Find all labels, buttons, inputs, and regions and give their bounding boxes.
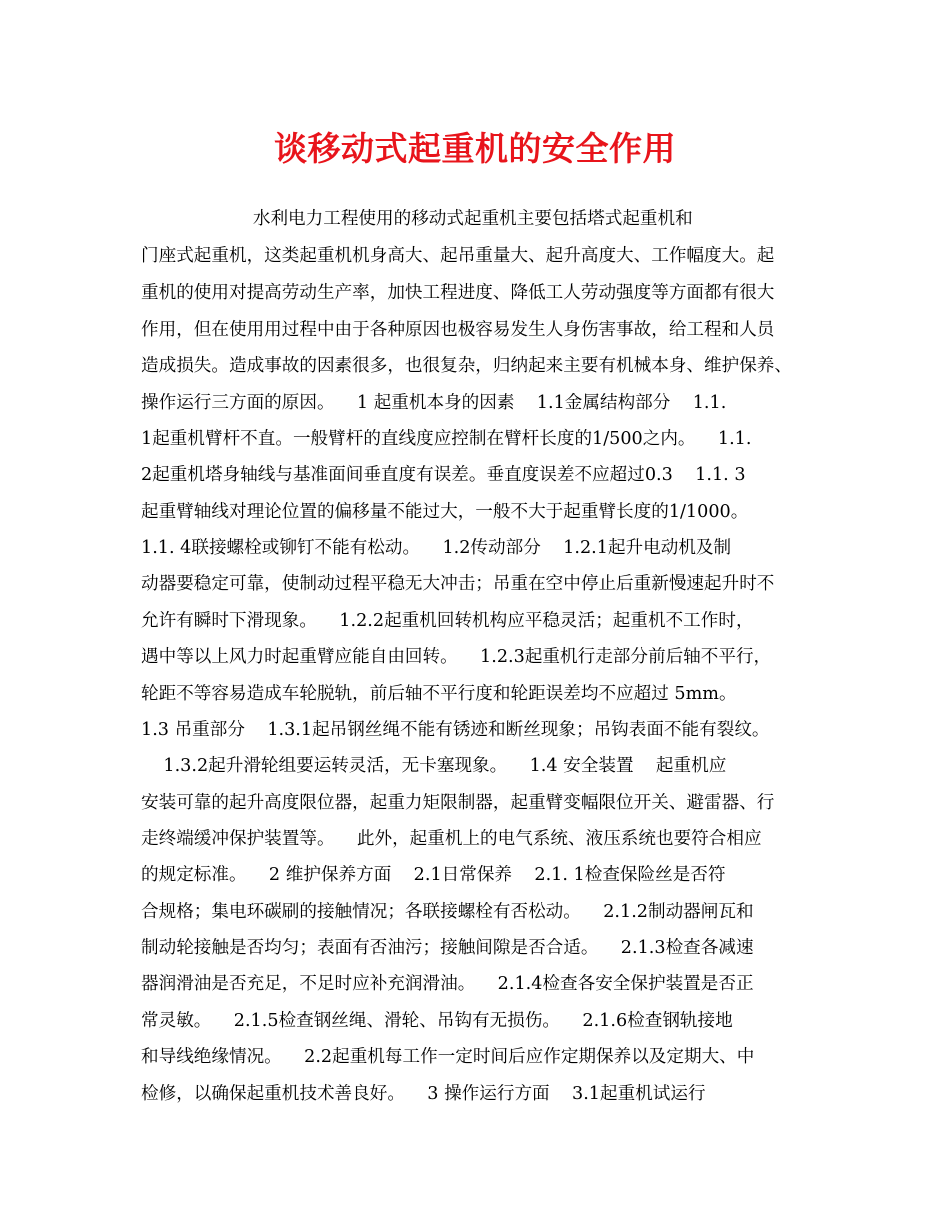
body-line: 重机的使用对提高劳动生产率，加快工程进度、降低工人劳动强度等方面都有很大 [141,283,775,303]
body-line: 遇中等以上风力时起重臂应能自由回转。 1.2.3起重机行走部分前后轴不平行， [141,647,772,667]
body-line: 作用，但在使用用过程中由于各种原因也极容易发生人身伤害事故，给工程和人员 [141,320,775,340]
body-line: 常灵敏。 2.1.5检查钢丝绳、滑轮、吊钩有无损伤。 2.1.6检查钢轨接地 [141,1011,733,1031]
body-line: 和导线绝缘情况。 2.2起重机每工作一定时间后应作定期保养以及定期大、中 [141,1047,755,1067]
body-line: 1起重机臂杆不直。一般臂杆的直线度应控制在臂杆长度的1/500之内。 1.1. [141,429,752,449]
body-line: 走终端缓冲保护装置等。 此外，起重机上的电气系统、液压系统也要符合相应 [141,829,762,849]
body-line: 起重臂轴线对理论位置的偏移量不能过大，一般不大于起重臂长度的1/1000。 [141,502,749,522]
body-line: 水利电力工程使用的移动式起重机主要包括塔式起重机和 [141,209,693,229]
body-line: 轮距不等容易造成车轮脱轨，前后轴不平行度和轮距误差均不应超过 5mm。 [141,684,737,704]
body-line: 2起重机塔身轴线与基准面间垂直度有误差。垂直度误差不应超过0.3 1.1. 3 [141,465,746,485]
body-line: 动器要稳定可靠，使制动过程平稳无大冲击；吊重在空中停止后重新慢速起升时不 [141,574,775,594]
body-line: 门座式起重机，这类起重机机身高大、起吊重量大、起升高度大、工作幅度大。起 [141,246,775,266]
body-line: 1.3.2起升滑轮组要运转灵活，无卡塞现象。 1.4 安全装置 起重机应 [141,756,727,776]
body-line: 检修，以确保起重机技术善良好。 3 操作运行方面 3.1起重机试运行 [141,1084,706,1104]
body-line: 合规格；集电环碳刷的接触情况；各联接螺栓有否松动。 2.1.2制动器闸瓦和 [141,902,754,922]
body-line: 操作运行三方面的原因。 1 起重机本身的因素 1.1金属结构部分 1.1. [141,393,727,413]
body-line: 安装可靠的起升高度限位器，起重力矩限制器，起重臂变幅限位开关、避雷器、行 [141,793,775,813]
body-line: 的规定标准。 2 维护保养方面 2.1日常保养 2.1. 1检查保险丝是否符 [141,865,726,885]
document-title: 谈移动式起重机的安全作用 [274,129,676,168]
body-line: 允许有瞬时下滑现象。 1.2.2起重机回转机构应平稳灵活；起重机不工作时， [141,611,754,631]
body-line: 制动轮接触是否均匀；表面有否油污；接触间隙是否合适。 2.1.3检查各减速 [141,938,754,958]
body-line: 1.3 吊重部分 1.3.1起吊钢丝绳不能有锈迹和断丝现象；吊钩表面不能有裂纹。 [141,720,770,740]
body-line: 1.1. 4联接螺栓或铆钉不能有松动。 1.2传动部分 1.2.1起升电动机及制 [141,538,732,558]
body-line: 器润滑油是否充足，不足时应补充润滑油。 2.1.4检查各安全保护装置是否正 [141,974,754,994]
body-line: 造成损失。造成事故的因素很多，也很复杂，归纳起来主要有机械本身、维护保养、 [141,356,792,376]
